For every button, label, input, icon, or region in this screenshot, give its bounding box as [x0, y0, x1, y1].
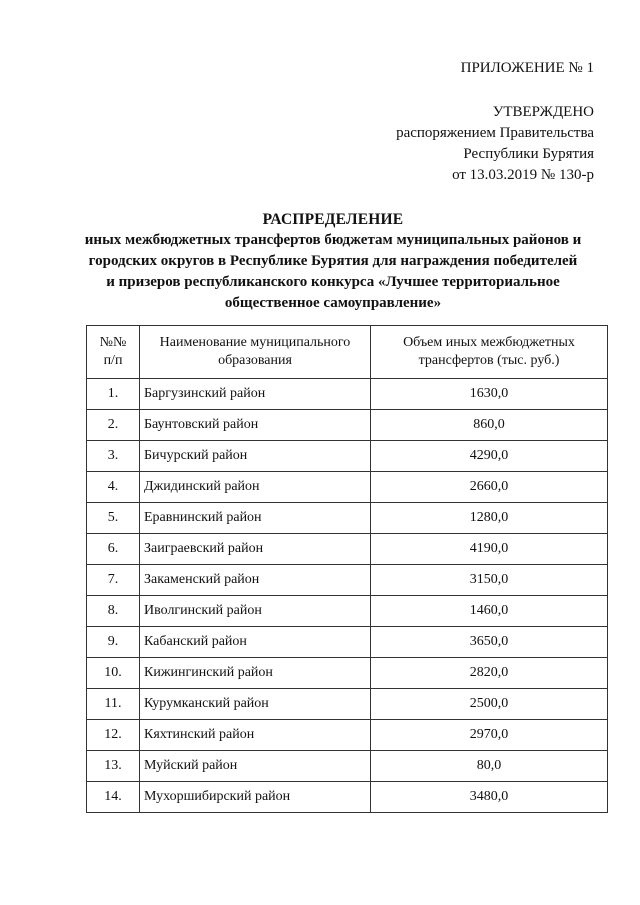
header-number-line-2: п/п: [103, 353, 123, 368]
row-municipality: Кабанский район: [144, 634, 247, 649]
row-municipality: Бичурский район: [144, 448, 248, 463]
row-municipality-cell: [140, 410, 371, 441]
table-row: [87, 565, 608, 596]
approval-block: [396, 102, 594, 186]
row-amount: 3150,0: [371, 565, 608, 596]
row-amount: 3650,0: [371, 627, 608, 658]
row-municipality-cell: [140, 441, 371, 472]
order-line-2: Республики Бурятия: [463, 146, 594, 162]
row-amount: 3480,0: [371, 782, 608, 813]
row-amount: 2820,0: [371, 658, 608, 689]
header-municipality-line-1: Наименование муниципального: [159, 335, 351, 350]
table-row: [87, 751, 608, 782]
row-municipality-cell: [140, 751, 371, 782]
table-row: [87, 720, 608, 751]
table-row: [87, 658, 608, 689]
table-row: [87, 782, 608, 813]
row-number: 13.: [87, 751, 140, 782]
header-number-line-1: №№: [99, 335, 127, 350]
row-amount: 860,0: [371, 410, 608, 441]
row-municipality-cell: [140, 627, 371, 658]
table-row: [87, 596, 608, 627]
header-amount-line-1: Объем иных межбюджетных: [403, 335, 575, 350]
row-municipality: Муйский район: [144, 758, 238, 773]
table-row: [87, 441, 608, 472]
row-municipality: Иволгинский район: [144, 603, 262, 618]
row-number: 10.: [87, 658, 140, 689]
table-row: [87, 689, 608, 720]
header-amount-line-2: трансфертов (тыс. руб.): [418, 353, 560, 368]
row-number: 4.: [87, 472, 140, 503]
row-number: 1.: [87, 379, 140, 410]
table-row: [87, 472, 608, 503]
row-amount: 1280,0: [371, 503, 608, 534]
row-amount: 4290,0: [371, 441, 608, 472]
row-municipality-cell: [140, 596, 371, 627]
table-header-row: [87, 326, 608, 379]
document-title: [60, 209, 606, 314]
table-row: [87, 534, 608, 565]
row-number: 11.: [87, 689, 140, 720]
row-number: 7.: [87, 565, 140, 596]
row-municipality: Закаменский район: [144, 572, 260, 587]
row-municipality-cell: [140, 720, 371, 751]
row-municipality-cell: [140, 472, 371, 503]
approved-label: УТВЕРЖДЕНО: [492, 104, 594, 120]
order-line-1: распоряжением Правительства: [396, 125, 594, 141]
row-number: 3.: [87, 441, 140, 472]
header-municipality-line-2: образования: [218, 353, 292, 368]
table-body: [87, 379, 608, 813]
row-amount: 2500,0: [371, 689, 608, 720]
row-amount: 1460,0: [371, 596, 608, 627]
row-municipality-cell: [140, 782, 371, 813]
row-municipality: Баргузинский район: [144, 386, 266, 401]
header-municipality: [140, 326, 371, 379]
table-row: [87, 379, 608, 410]
row-municipality: Мухоршибирский район: [144, 789, 291, 804]
table-row: [87, 410, 608, 441]
row-municipality-cell: [140, 503, 371, 534]
row-municipality-cell: [140, 565, 371, 596]
row-municipality: Баунтовский район: [144, 417, 259, 432]
row-municipality-cell: [140, 689, 371, 720]
row-municipality: Заиграевский район: [144, 541, 264, 556]
row-number: 14.: [87, 782, 140, 813]
row-number: 5.: [87, 503, 140, 534]
row-amount: 1630,0: [371, 379, 608, 410]
row-municipality-cell: [140, 534, 371, 565]
row-municipality: Джидинский район: [144, 479, 260, 494]
title-line-4: общественное самоуправление»: [224, 295, 442, 311]
row-number: 12.: [87, 720, 140, 751]
title-main: РАСПРЕДЕЛЕНИЕ: [262, 211, 404, 228]
title-line-1: иных межбюджетных трансфертов бюджетам муниципальных районов и: [84, 232, 582, 248]
header-amount: [371, 326, 608, 379]
row-municipality: Кяхтинский район: [144, 727, 255, 742]
table-row: [87, 627, 608, 658]
row-municipality: Еравнинский район: [144, 510, 262, 525]
row-municipality-cell: [140, 658, 371, 689]
row-number: 2.: [87, 410, 140, 441]
row-amount: 4190,0: [371, 534, 608, 565]
row-municipality-cell: [140, 379, 371, 410]
table-row: [87, 503, 608, 534]
header-number: [87, 326, 140, 379]
row-amount: 2970,0: [371, 720, 608, 751]
title-line-2: городских округов в Республике Бурятия для награждения победителей: [88, 253, 578, 269]
order-line-3: от 13.03.2019 № 130-р: [452, 167, 594, 183]
distribution-table: [86, 325, 608, 813]
row-number: 9.: [87, 627, 140, 658]
row-amount: 2660,0: [371, 472, 608, 503]
row-municipality: Курумканский район: [144, 696, 269, 711]
row-amount: 80,0: [371, 751, 608, 782]
row-number: 8.: [87, 596, 140, 627]
appendix-label: ПРИЛОЖЕНИЕ № 1: [460, 60, 594, 76]
row-municipality: Кижингинский район: [144, 665, 273, 680]
row-number: 6.: [87, 534, 140, 565]
title-line-3: и призеров республиканского конкурса «Лучшее территориальное: [106, 274, 560, 290]
